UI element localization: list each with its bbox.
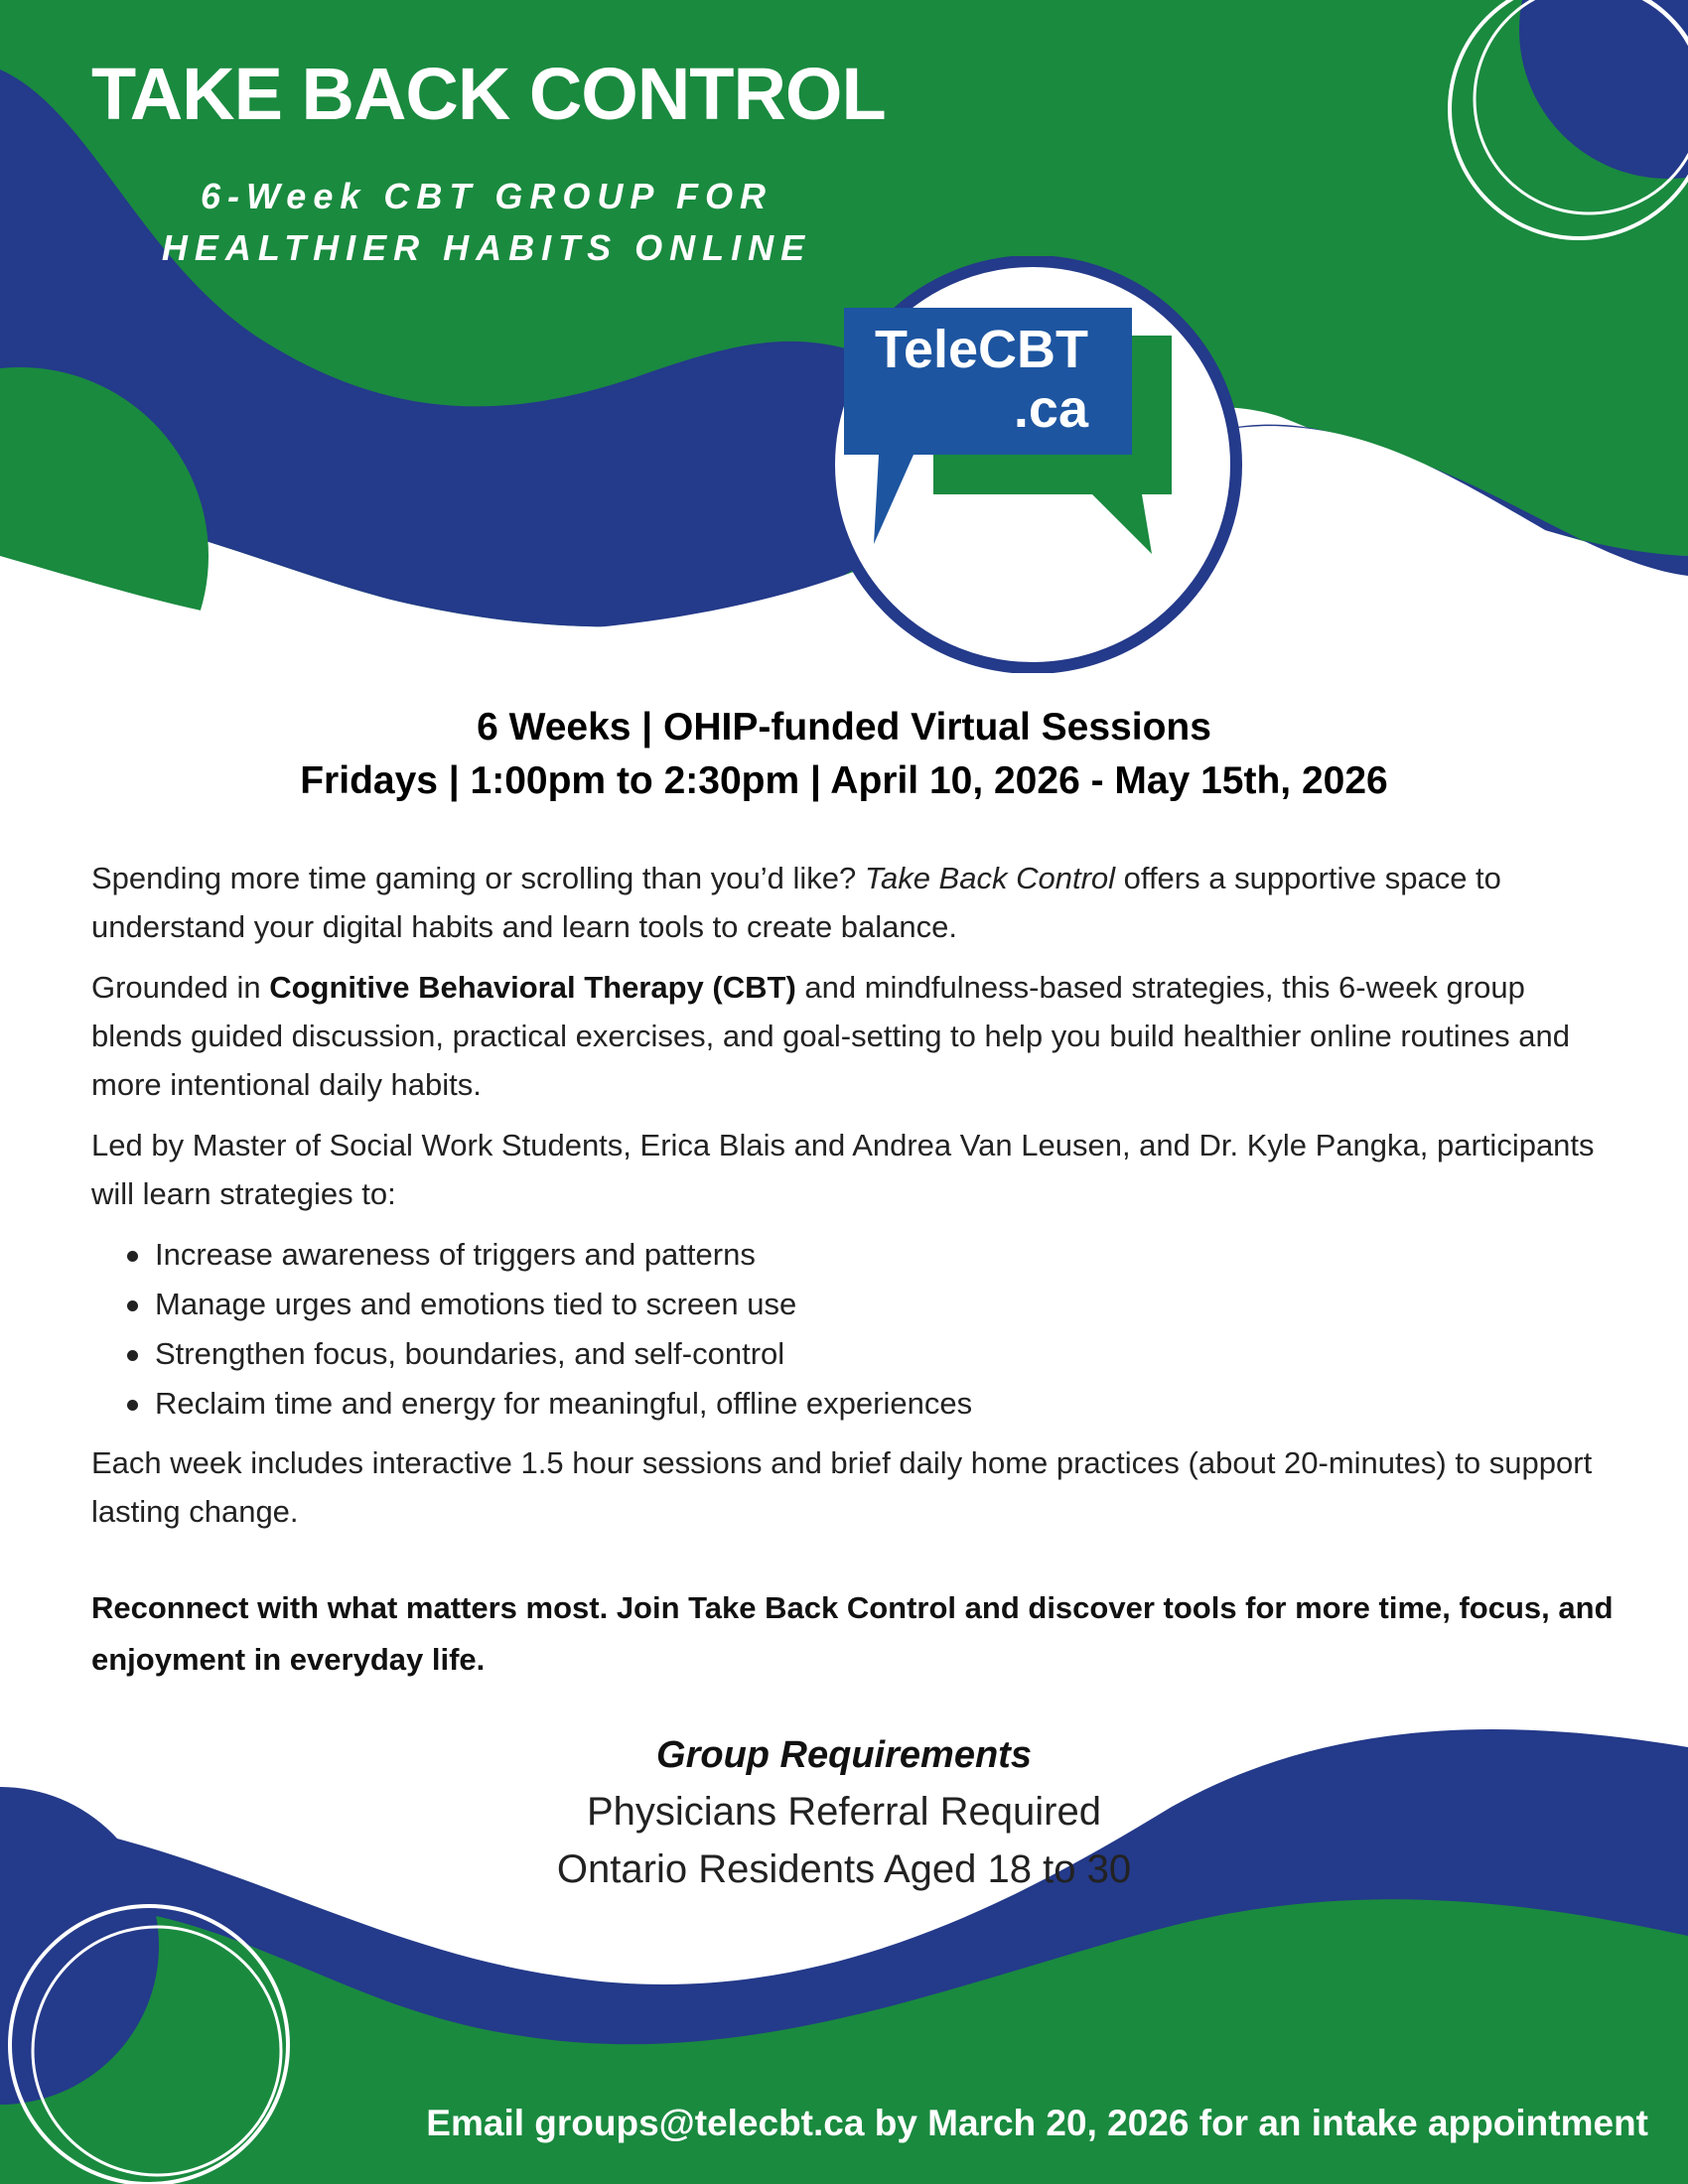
list-item: Manage urges and emotions tied to screen use [155,1280,1620,1329]
logo-line-1: TeleCBT [874,320,1088,379]
approach-cbt: Cognitive Behavioral Therapy (CBT) [269,970,796,1005]
intro-text-a: Spending more time gaming or scrolling than you’d like? [91,861,865,895]
logo-line-2: .ca [1013,379,1088,439]
intro-paragraph [91,854,1620,951]
requirement-eligibility: Ontario Residents Aged 18 to 30 [556,1847,1132,1891]
approach-text-c: and mindfulness-based strategies, this 6-week group blends guided discussion, practical exercises, and goal-setting to help you build healthier online routines and more intentional daily habits. [91,970,1570,1102]
session-info [79,701,1609,808]
requirement-referral: Physicians Referral Required [586,1790,1101,1834]
logo-text [860,320,1088,439]
page-title: TAKE BACK CONTROL [91,53,886,135]
subtitle-line-2: HEALTHIER HABITS ONLINE [161,227,812,268]
strategies-list [91,1230,1620,1429]
list-item: Strengthen focus, boundaries, and self-control [155,1329,1620,1379]
list-item: Reclaim time and energy for meaningful, offline experiences [155,1379,1620,1429]
telecbt-logo [774,256,1291,673]
intro-program-name: Take Back Control [864,861,1116,895]
session-info-line-1: 6 Weeks | OHIP-funded Virtual Sessions [477,706,1211,749]
format-paragraph: Each week includes interactive 1.5 hour sessions and brief daily home practices (about 20-minutes) to support lasting change. [91,1445,1593,1529]
list-item: Increase awareness of triggers and patterns [155,1230,1620,1280]
subtitle-line-1: 6-Week CBT GROUP FOR [200,176,774,216]
approach-text-a: Grounded in [91,970,270,1005]
requirements-title: Group Requirements [656,1734,1032,1776]
session-info-line-2: Fridays | 1:00pm to 2:30pm | April 10, 2026 - May 15th, 2026 [300,759,1388,802]
approach-paragraph [91,963,1620,1109]
intro-text-c: offers a supportive space to understand your digital habits and learn tools to create balance. [91,861,1501,944]
contact-footer: Email groups@telecbt.ca by March 20, 2026 for an intake appointment [426,2103,1648,2143]
facilitators-paragraph: Led by Master of Social Work Students, Erica Blais and Andrea Van Leusen, and Dr. Kyle Pangka, participants will learn strategies to: [91,1128,1595,1211]
call-to-action: Reconnect with what matters most. Join Take Back Control and discover tools for more time, focus, and enjoyment in everyday life. [91,1590,1614,1677]
group-requirements [298,1727,1390,1898]
page-subtitle [149,171,824,274]
description [91,854,1620,1548]
